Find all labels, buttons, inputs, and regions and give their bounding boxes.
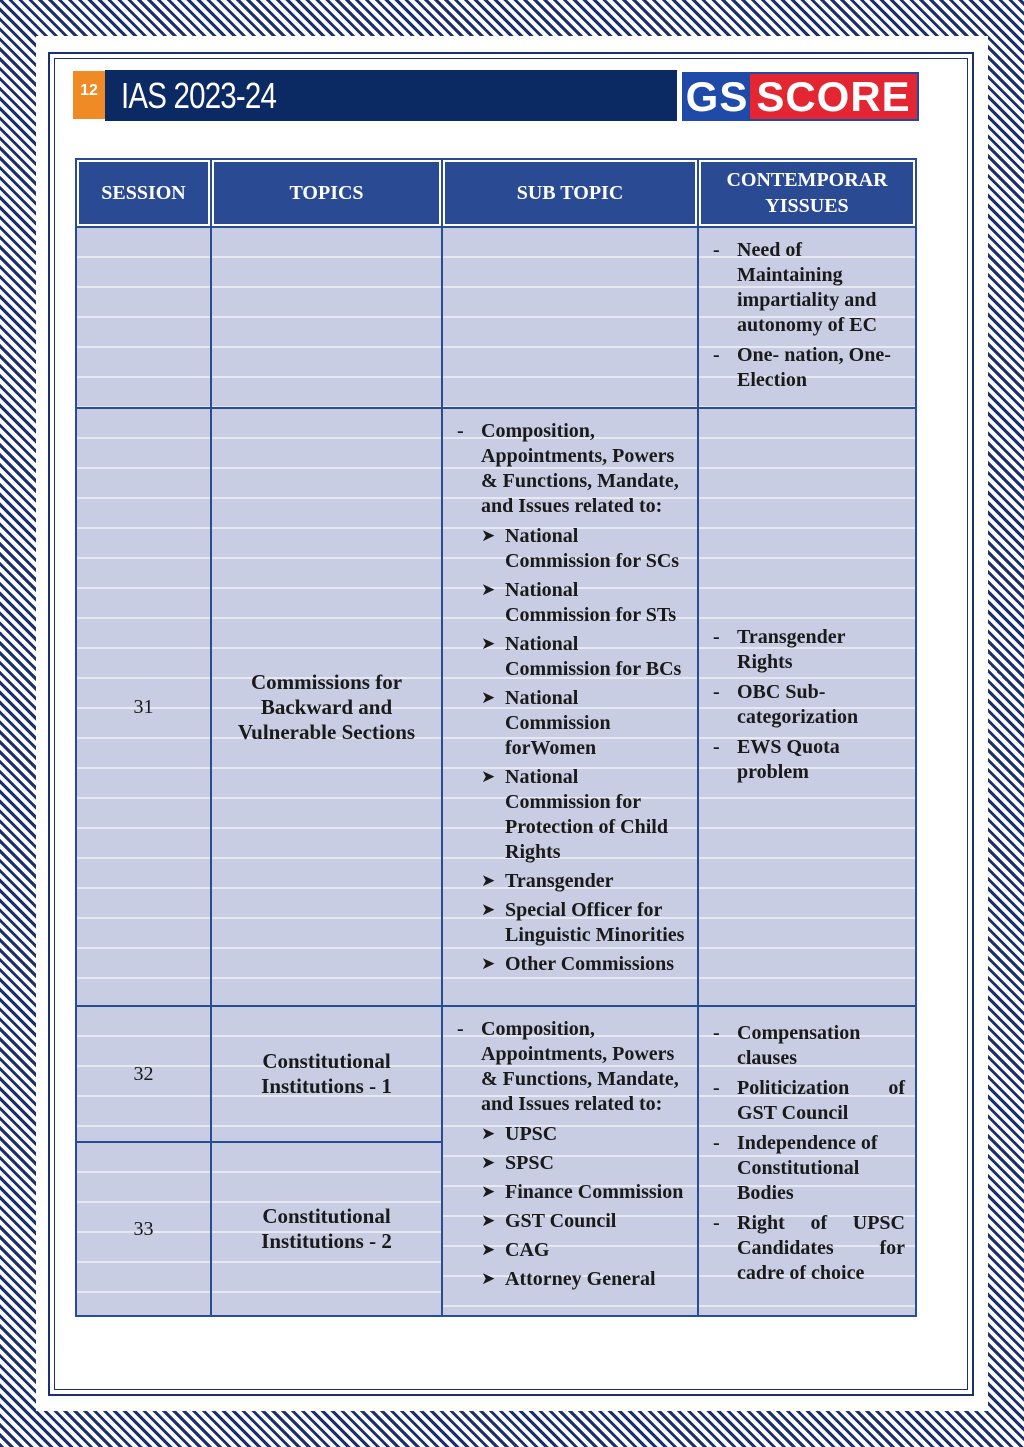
issue-item: - EWS Quota problem <box>713 735 840 783</box>
issues-cell <box>698 1006 916 1316</box>
col-header-sub-topic: SUB TOPIC <box>442 159 698 227</box>
sub-topic-intro: - Composition, Appointments, Powers & Functions, Mandate, and Issues related to: <box>457 1018 679 1115</box>
dash-icon: - <box>457 1018 464 1040</box>
issues-cell <box>698 227 916 408</box>
dash-icon: - <box>713 1077 720 1099</box>
sub-topic-item: ➤ National Commission for STs <box>481 579 677 626</box>
syllabus-table <box>75 158 917 1317</box>
arrow-icon: ➤ <box>481 580 496 600</box>
issue-item: - Need of Maintaining impartiality and autonomy of EC <box>713 239 878 336</box>
dash-icon: - <box>713 1022 720 1044</box>
sub-topic-item: ➤ National Commission forWomen <box>481 687 611 759</box>
issue-item: - One- nation, One- Election <box>713 344 891 391</box>
session-cell: 31 <box>76 408 211 1006</box>
sub-topic-cell <box>442 227 698 408</box>
sub-topic-item: ➤ Attorney General <box>481 1268 656 1290</box>
sub-topic-intro: - Composition, Appointments, Powers & Functions, Mandate, and Issues related to: <box>457 420 679 517</box>
header-title-bar <box>105 70 677 121</box>
dash-icon: - <box>457 420 464 442</box>
dash-icon: - <box>713 625 720 648</box>
sub-topic-item: ➤ National Commission for SCs <box>481 525 680 572</box>
arrow-icon: ➤ <box>481 688 496 708</box>
arrow-icon: ➤ <box>481 634 496 654</box>
table-row <box>76 227 916 408</box>
logo-score-text: SCORE <box>750 74 917 119</box>
sub-topic-item: ➤ Special Officer for Linguistic Minorities <box>481 899 685 946</box>
sub-topic-cell <box>442 408 698 1006</box>
arrow-icon: ➤ <box>481 767 496 787</box>
sub-topic-item: ➤ CAG <box>481 1239 550 1261</box>
sub-topic-cell <box>442 1006 698 1316</box>
header-title: IAS 2023-24 <box>121 74 277 116</box>
issue-item: - OBC Sub- categorization <box>713 680 859 728</box>
page <box>36 36 988 1411</box>
col-header-session: SESSION <box>76 159 211 227</box>
arrow-icon: ➤ <box>481 1240 496 1260</box>
topic-cell: Constitutional Institutions - 2 <box>211 1142 442 1316</box>
topic-cell: Constitutional Institutions - 1 <box>211 1006 442 1142</box>
sub-topic-item: ➤ Finance Commission <box>481 1181 684 1203</box>
table-header-row <box>76 159 916 227</box>
sub-topic-item: ➤ Transgender <box>481 870 614 892</box>
sub-topic-item: ➤ SPSC <box>481 1152 554 1174</box>
session-cell: 32 <box>76 1006 211 1142</box>
issue-item: - Right of UPSC Candidates for cadre of choice <box>713 1212 905 1284</box>
arrow-icon: ➤ <box>481 526 496 546</box>
topic-cell <box>211 227 442 408</box>
issue-item: - Independence of Constitutional Bodies <box>713 1132 878 1204</box>
page-number-badge: 12 <box>73 71 105 119</box>
issue-item: - Transgender Rights <box>713 625 846 673</box>
table-row <box>76 1006 916 1142</box>
sub-topic-item: ➤ GST Council <box>481 1210 617 1232</box>
arrow-icon: ➤ <box>481 1269 496 1289</box>
arrow-icon: ➤ <box>481 1124 496 1144</box>
arrow-icon: ➤ <box>481 1182 496 1202</box>
dash-icon: - <box>713 239 720 261</box>
arrow-icon: ➤ <box>481 871 496 891</box>
dash-icon: - <box>713 735 720 758</box>
col-header-topics: TOPICS <box>211 159 442 227</box>
arrow-icon: ➤ <box>481 1153 496 1173</box>
gs-score-logo <box>682 72 919 121</box>
table-row <box>76 408 916 1006</box>
dash-icon: - <box>713 1212 720 1234</box>
arrow-icon: ➤ <box>481 1211 496 1231</box>
col-header-contemporary-issues: CONTEMPORAR YISSUES <box>698 159 916 227</box>
sub-topic-item: ➤ UPSC <box>481 1123 558 1145</box>
dash-icon: - <box>713 680 720 703</box>
logo-gs-text: GS <box>685 72 749 120</box>
issue-item: - Compensation clauses <box>713 1022 861 1069</box>
sub-topic-item: ➤ National Commission for BCs <box>481 633 682 680</box>
sub-topic-item: ➤ National Commission for Protection of Child Rights <box>481 766 668 863</box>
topic-cell: Commissions for Backward and Vulnerable Sections <box>211 408 442 1006</box>
issues-cell <box>698 408 916 1006</box>
dash-icon: - <box>713 344 720 366</box>
arrow-icon: ➤ <box>481 900 496 920</box>
issue-item: - Politicization of GST Council <box>713 1077 905 1124</box>
dash-icon: - <box>713 1132 720 1154</box>
session-cell <box>76 227 211 408</box>
arrow-icon: ➤ <box>481 954 496 974</box>
sub-topic-item: ➤ Other Commissions <box>481 953 675 975</box>
session-cell: 33 <box>76 1142 211 1316</box>
